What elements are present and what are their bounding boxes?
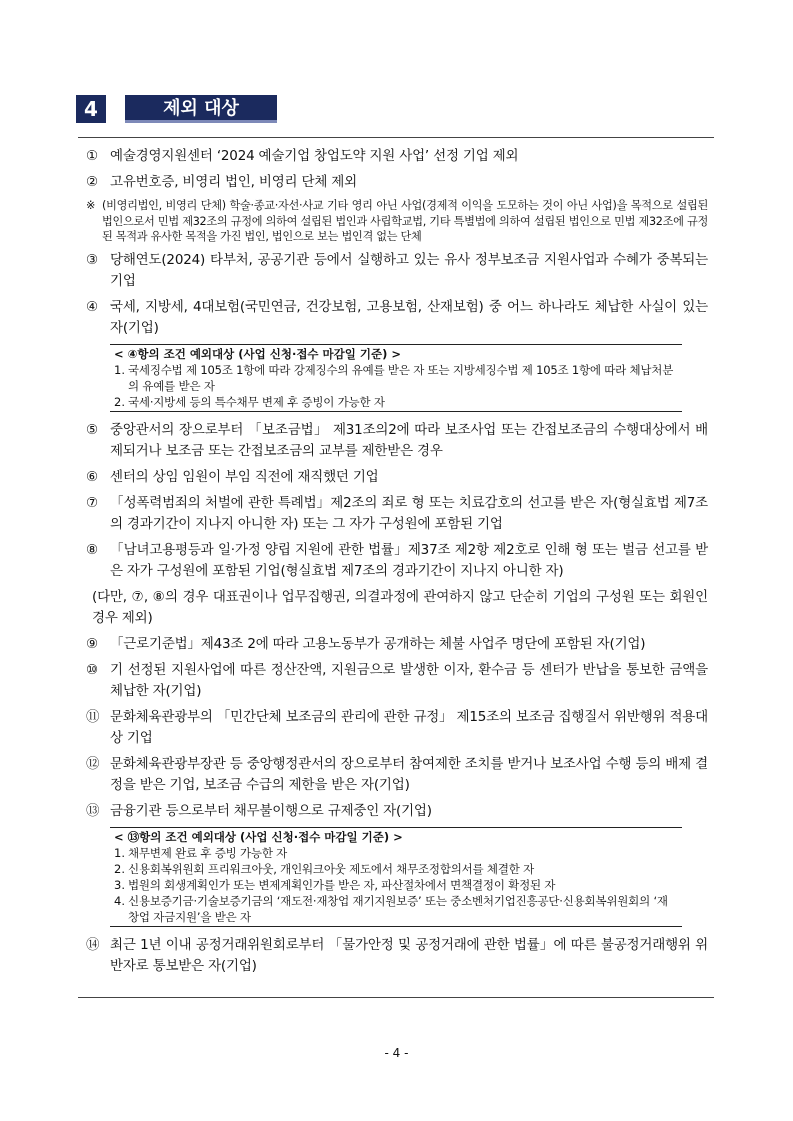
list-item bbox=[86, 634, 708, 655]
exception-item-number: 1. bbox=[114, 845, 125, 860]
list-item bbox=[86, 660, 708, 702]
exception-box-title: < ⑬항의 조건 예외대상 (사업 신청·접수 마감일 기준) > bbox=[114, 829, 403, 844]
item-text: 최근 1년 이내 공정거래위원회로부터 「물가안정 및 공정거래에 관한 법률」에 따른 불공정거래행위 위반자로 통보받은 자(기업) bbox=[110, 936, 708, 974]
item-text: 문화체육관광부장관 등 중앙행정관서의 장으로부터 참여제한 조치를 받거나 보조사업 수행 등의 배제 결정을 받은 기업, 보조금 수급의 제한을 받은 자(기업) bbox=[110, 755, 708, 793]
exception-item-text: 국세징수법 제 105조 1항에 따라 강제징수의 유예를 받은 자 또는 지방세징수법 제 105조 1항에 따라 체납처분의 유예를 받은 자 bbox=[128, 362, 674, 393]
item-number: ② bbox=[86, 174, 99, 190]
exception-item-text: 신용회복위원회 프리워크아웃, 개인워크아웃 제도에서 채무조정합의서를 체결한 자 bbox=[128, 861, 534, 876]
exception-item-text: 법원의 회생계획인가 또는 변제계획인가를 받은 자, 파산절차에서 면책결정이 확정된 자 bbox=[128, 877, 556, 892]
item-text: 「성폭력범죄의 처벌에 관한 특례법」제2조의 죄로 형 또는 치료감호의 선고를 받은 자(형실효법 제7조의 경과기간이 지나지 아니한 자) 또는 그 자가 구성원에 포함된 기업 bbox=[110, 494, 708, 532]
exception-item-number: 3. bbox=[114, 877, 125, 892]
nonprofit-note bbox=[86, 198, 708, 245]
exception-item bbox=[114, 861, 678, 877]
item-number: ③ bbox=[86, 251, 99, 268]
list-item bbox=[86, 493, 708, 535]
list-item bbox=[86, 420, 708, 462]
item-text: 당해연도(2024) 타부처, 공공기관 등에서 실행하고 있는 유사 정부보조금 지원사업과 수혜가 중복되는 기업 bbox=[110, 251, 708, 289]
item-number: ⑥ bbox=[86, 468, 99, 485]
page-number: - 4 - bbox=[384, 1046, 409, 1060]
exclusion-list bbox=[86, 146, 708, 982]
list-item bbox=[86, 540, 708, 582]
note-mark: ※ bbox=[86, 199, 96, 212]
exception-item bbox=[114, 362, 678, 394]
item-number: ⑬ bbox=[86, 802, 100, 819]
item-text: 예술경영지원센터 ‘2024 예술기업 창업도약 지원 사업’ 선정 기업 제외 bbox=[110, 148, 519, 164]
exception-item bbox=[114, 893, 678, 925]
exception-item-number: 2. bbox=[114, 394, 125, 409]
item-number: ⑪ bbox=[86, 708, 100, 725]
item-number: ⑦ bbox=[86, 494, 99, 511]
list-item bbox=[86, 801, 708, 822]
item-number: ⑩ bbox=[86, 661, 99, 678]
item-text: 중앙관서의 장으로부터 「보조금법」 제31조의2에 따라 보조사업 또는 간접보조금의 수행대상에서 배제되거나 보조금 또는 간접보조금의 교부를 제한받은 경우 bbox=[110, 421, 708, 459]
exception-box-title: < ④항의 조건 예외대상 (사업 신청·접수 마감일 기준) > bbox=[114, 346, 401, 361]
list-item bbox=[86, 707, 708, 749]
exception-item bbox=[114, 394, 678, 410]
list-item bbox=[86, 146, 708, 167]
exception-item-text: 신용보증기금·기술보증기금의 ‘재도전·재창업 재기지원보증’ 또는 중소벤처기업진흥공단·신용회복위원회의 ‘재창업 자금지원’을 받은 자 bbox=[128, 893, 668, 924]
exception-item-text: 국세·지방세 등의 특수채무 변제 후 증빙이 가능한 자 bbox=[128, 394, 385, 409]
item-number: ⑧ bbox=[86, 541, 99, 558]
list-item bbox=[86, 754, 708, 796]
exception-item-number: 2. bbox=[114, 861, 125, 876]
item-text: 기 선정된 지원사업에 따른 정산잔액, 지원금으로 발생한 이자, 환수금 등 센터가 반납을 통보한 금액을 체납한 자(기업) bbox=[110, 661, 708, 699]
list-item bbox=[86, 172, 708, 193]
exception-item-number: 4. bbox=[114, 893, 125, 908]
exception-box-4 bbox=[110, 344, 682, 412]
list-item bbox=[86, 297, 708, 339]
exception-item-text: 채무변제 완료 후 증빙 가능한 자 bbox=[128, 845, 288, 860]
item-text: 「남녀고용평등과 일·가정 양립 지원에 관한 법률」제37조 제2항 제2호로 인해 형 또는 벌금 선고를 받은 자가 구성원에 포함된 기업(형실효법 제7조의 경과기간이 지나지 아니한 자) bbox=[110, 541, 708, 579]
item-text: 고유번호증, 비영리 법인, 비영리 단체 제외 bbox=[110, 174, 357, 190]
section-title: 제외 대상 bbox=[125, 95, 277, 123]
exception-item bbox=[114, 845, 678, 861]
item-number: ⑨ bbox=[86, 635, 99, 652]
item-text: 「근로기준법」제43조 2에 따라 고용노동부가 공개하는 체불 사업주 명단에 포함된 자(기업) bbox=[110, 635, 646, 652]
item-number: ④ bbox=[86, 298, 99, 315]
item-text: 국세, 지방세, 4대보험(국민연금, 건강보험, 고용보험, 산재보험) 중 어느 하나라도 체납한 사실이 있는 자(기업) bbox=[110, 298, 708, 336]
section-number: 4 bbox=[76, 95, 106, 123]
note-text: (비영리법인, 비영리 단체) 학술·종교·자선·사교 기타 영리 아닌 사업(경제적 이익을 도모하는 것이 아닌 사업)을 목적으로 설립된 법인으로서 민법 제32조의 규정에 의하여 설립된 법인과 사립학교법, 기타 특별법에 의하여 설립된 법인으로 민법 제32조에 규정된 목적과 유사한 목적을 가진 법인, 법인으로 보는 법인격 없는 단체 bbox=[102, 199, 708, 243]
item-number: ① bbox=[86, 148, 99, 164]
item-number: ⑭ bbox=[86, 936, 100, 953]
bottom-divider bbox=[78, 997, 714, 998]
exception-note: (다만, ⑦, ⑧의 경우 대표권이나 업무집행권, 의결과정에 관여하지 않고 단순히 기업의 구성원 또는 회원인 경우 제외) bbox=[92, 588, 708, 626]
exception-item-number: 1. bbox=[114, 362, 125, 377]
list-item bbox=[86, 250, 708, 292]
list-item bbox=[86, 467, 708, 488]
item-text: 문화체육관광부의 「민간단체 보조금의 관리에 관한 규정」 제15조의 보조금 집행질서 위반행위 적용대상 기업 bbox=[110, 708, 708, 746]
list-item bbox=[86, 935, 708, 977]
exception-box-13 bbox=[110, 827, 682, 927]
item-text: 금융기관 등으로부터 채무불이행으로 규제중인 자(기업) bbox=[110, 802, 432, 819]
item-number: ⑤ bbox=[86, 421, 99, 438]
item-number: ⑫ bbox=[86, 755, 100, 772]
exception-item bbox=[114, 877, 678, 893]
top-divider bbox=[78, 137, 714, 138]
item-text: 센터의 상임 임원이 부임 직전에 재직했던 기업 bbox=[110, 468, 379, 485]
